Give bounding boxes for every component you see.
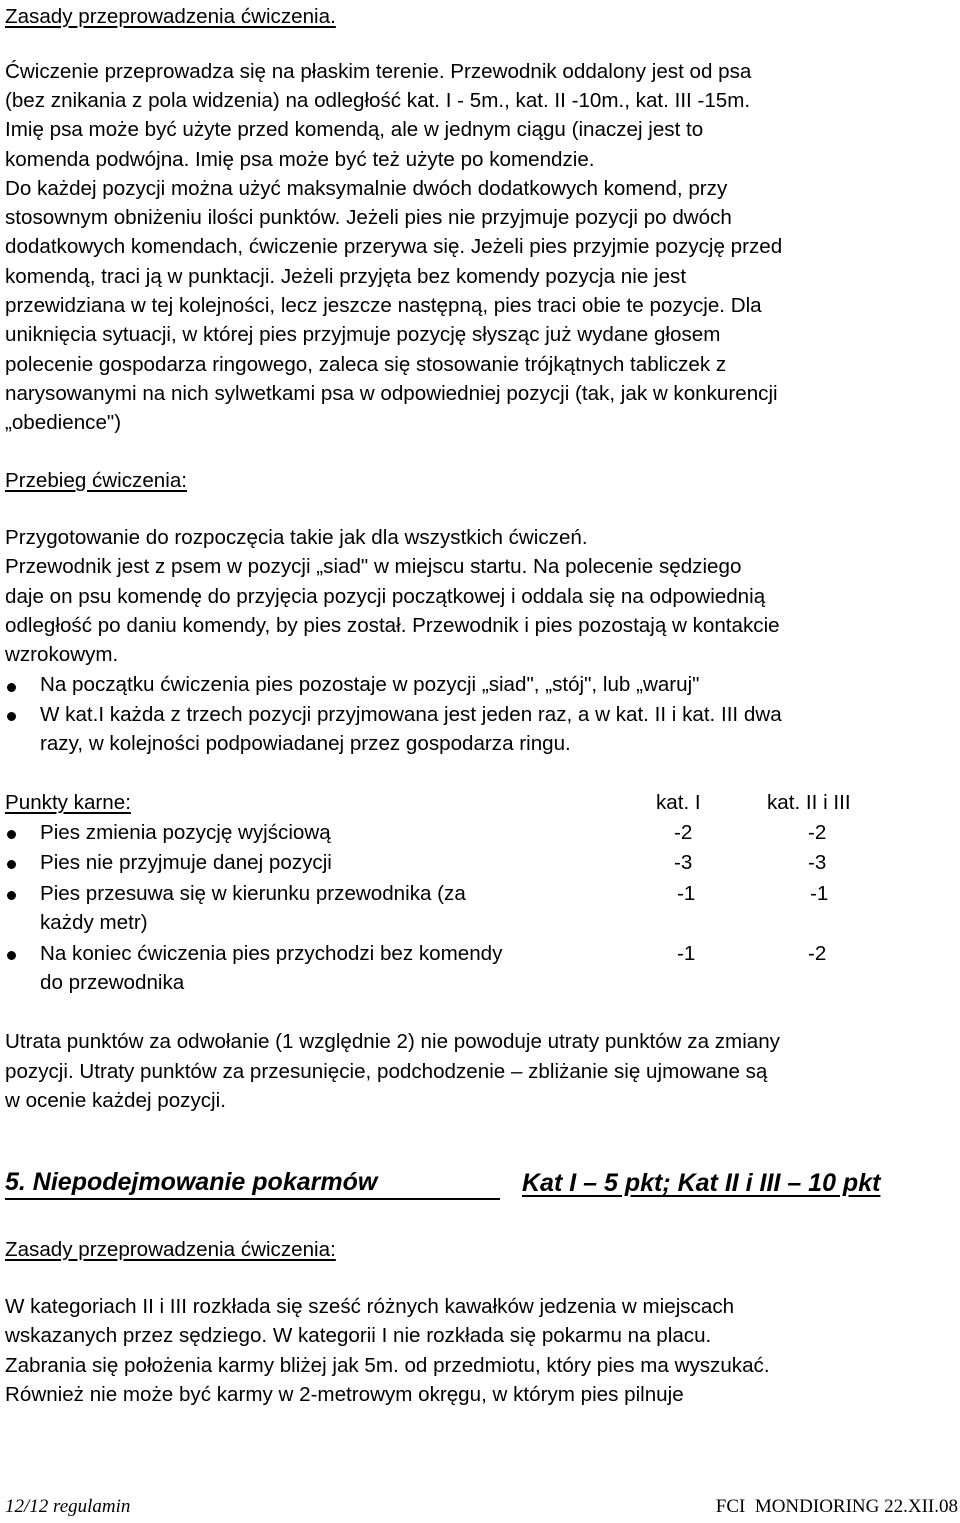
bullet-icon xyxy=(7,891,16,900)
penalty-kat1-value: -2 xyxy=(674,821,693,844)
penalty-kat1-value: -1 xyxy=(677,942,696,965)
text-line: narysowanymi na nich sylwetkami psa w odpowiedniej pozycji (tak, jak w konkurencji xyxy=(5,382,778,405)
text-line: wskazanych przez sędziego. W kategorii I nie rozkłada się pokarmu na placu. xyxy=(5,1324,712,1347)
section-5-title: 5. Niepodejmowanie pokarmów xyxy=(5,1166,500,1200)
footer-page-number: 12/12 regulamin xyxy=(5,1496,131,1517)
text-line: „obedience") xyxy=(5,411,122,434)
text-line: pozycji. Utraty punktów za przesunięcie, podchodzenie – zbliżanie się ujmowane są xyxy=(5,1060,768,1083)
penalty-row-label: Pies nie przyjmuje danej pozycji xyxy=(40,851,332,874)
list-item: W kat.I każda z trzech pozycji przyjmowana jest jeden raz, a w kat. II i kat. III dwa xyxy=(40,703,782,726)
text-line: Utrata punktów za odwołanie (1 względnie 2) nie powoduje utraty punktów za zmiany xyxy=(5,1030,780,1053)
penalty-kat2-value: -1 xyxy=(810,882,829,905)
bullet-icon xyxy=(7,951,16,960)
bullet-icon xyxy=(7,712,16,721)
list-item-continuation: razy, w kolejności podpowiadanej przez gospodarza ringu. xyxy=(40,732,571,755)
penalty-kat2-value: -2 xyxy=(808,942,827,965)
footer-document-title: FCI MONDIORING 22.XII.08 xyxy=(715,1496,958,1517)
penalty-row-label-continuation: do przewodnika xyxy=(40,971,185,994)
bullet-icon xyxy=(7,683,16,692)
text-line: Ćwiczenie przeprowadza się na płaskim terenie. Przewodnik oddalony jest od psa xyxy=(5,60,752,83)
text-line: Zabrania się położenia karmy bliżej jak 5m. od przedmiotu, który pies ma wyszukać. xyxy=(5,1354,770,1377)
text-line: W kategoriach II i III rozkłada się sześć różnych kawałków jedzenia w miejscach xyxy=(5,1295,735,1318)
column-header-kat1: kat. I xyxy=(656,791,701,814)
penalty-row-label: Pies przesuwa się w kierunku przewodnika (za xyxy=(40,882,466,905)
text-line: Przygotowanie do rozpoczęcia takie jak dla wszystkich ćwiczeń. xyxy=(5,526,588,549)
bullet-icon xyxy=(7,860,16,869)
penalty-row-label: Na koniec ćwiczenia pies przychodzi bez komendy xyxy=(40,942,503,965)
text-line: odległość po daniu komendy, by pies został. Przewodnik i pies pozostają w kontakcie xyxy=(5,614,780,637)
text-line: Również nie może być karmy w 2-metrowym okręgu, w którym pies pilnuje xyxy=(5,1383,684,1406)
text-line: przewidziana w tej kolejności, lecz jeszcze następną, pies traci obie te pozycje. Dla xyxy=(5,294,762,317)
text-line: uniknięcia sytuacji, w której pies przyjmuje pozycję słysząc już wydane głosem xyxy=(5,323,721,346)
column-header-kat2-3: kat. II i III xyxy=(767,791,851,814)
text-line: Imię psa może być użyte przed komendą, ale w jednym ciągu (inaczej jest to xyxy=(5,118,704,141)
section-heading: Zasady przeprowadzenia ćwiczenia: xyxy=(5,1238,336,1261)
penalty-kat2-value: -2 xyxy=(808,821,827,844)
penalties-heading: Punkty karne: xyxy=(5,791,131,814)
section-5-points: Kat I – 5 pkt; Kat II i III – 10 pkt xyxy=(522,1169,881,1197)
penalty-kat1-value: -3 xyxy=(674,851,693,874)
text-line: komenda podwójna. Imię psa może być też użyte po komendzie. xyxy=(5,148,595,171)
section-heading: Zasady przeprowadzenia ćwiczenia. xyxy=(5,5,336,28)
text-line: (bez znikania z pola widzenia) na odległość kat. I - 5m., kat. II -10m., kat. III -15m. xyxy=(5,89,751,112)
text-line: stosownym obniżeniu ilości punktów. Jeżeli pies nie przyjmuje pozycji po dwóch xyxy=(5,206,732,229)
bullet-icon xyxy=(7,830,16,839)
text-line: Do każdej pozycji można użyć maksymalnie dwóch dodatkowych komend, przy xyxy=(5,177,728,200)
penalty-row-label: Pies zmienia pozycję wyjściową xyxy=(40,821,331,844)
text-line: w ocenie każdej pozycji. xyxy=(5,1089,226,1112)
penalty-kat2-value: -3 xyxy=(808,851,827,874)
text-line: daje on psu komendę do przyjęcia pozycji początkowej i oddala się na odpowiednią xyxy=(5,585,766,608)
penalty-kat1-value: -1 xyxy=(677,882,696,905)
text-line: wzrokowym. xyxy=(5,643,119,666)
text-line: dodatkowych komendach, ćwiczenie przerywa się. Jeżeli pies przyjmie pozycję przed xyxy=(5,235,783,258)
list-item: Na początku ćwiczenia pies pozostaje w pozycji „siad", „stój", lub „waruj" xyxy=(40,673,700,696)
text-line: polecenie gospodarza ringowego, zaleca się stosowanie trójkątnych tabliczek z xyxy=(5,353,727,376)
text-line: Przewodnik jest z psem w pozycji „siad" w miejscu startu. Na polecenie sędziego xyxy=(5,555,742,578)
section-heading: Przebieg ćwiczenia: xyxy=(5,469,187,492)
penalty-row-label-continuation: każdy metr) xyxy=(40,911,148,934)
text-line: komendą, traci ją w punktacji. Jeżeli przyjęta bez komendy pozycja nie jest xyxy=(5,265,687,288)
